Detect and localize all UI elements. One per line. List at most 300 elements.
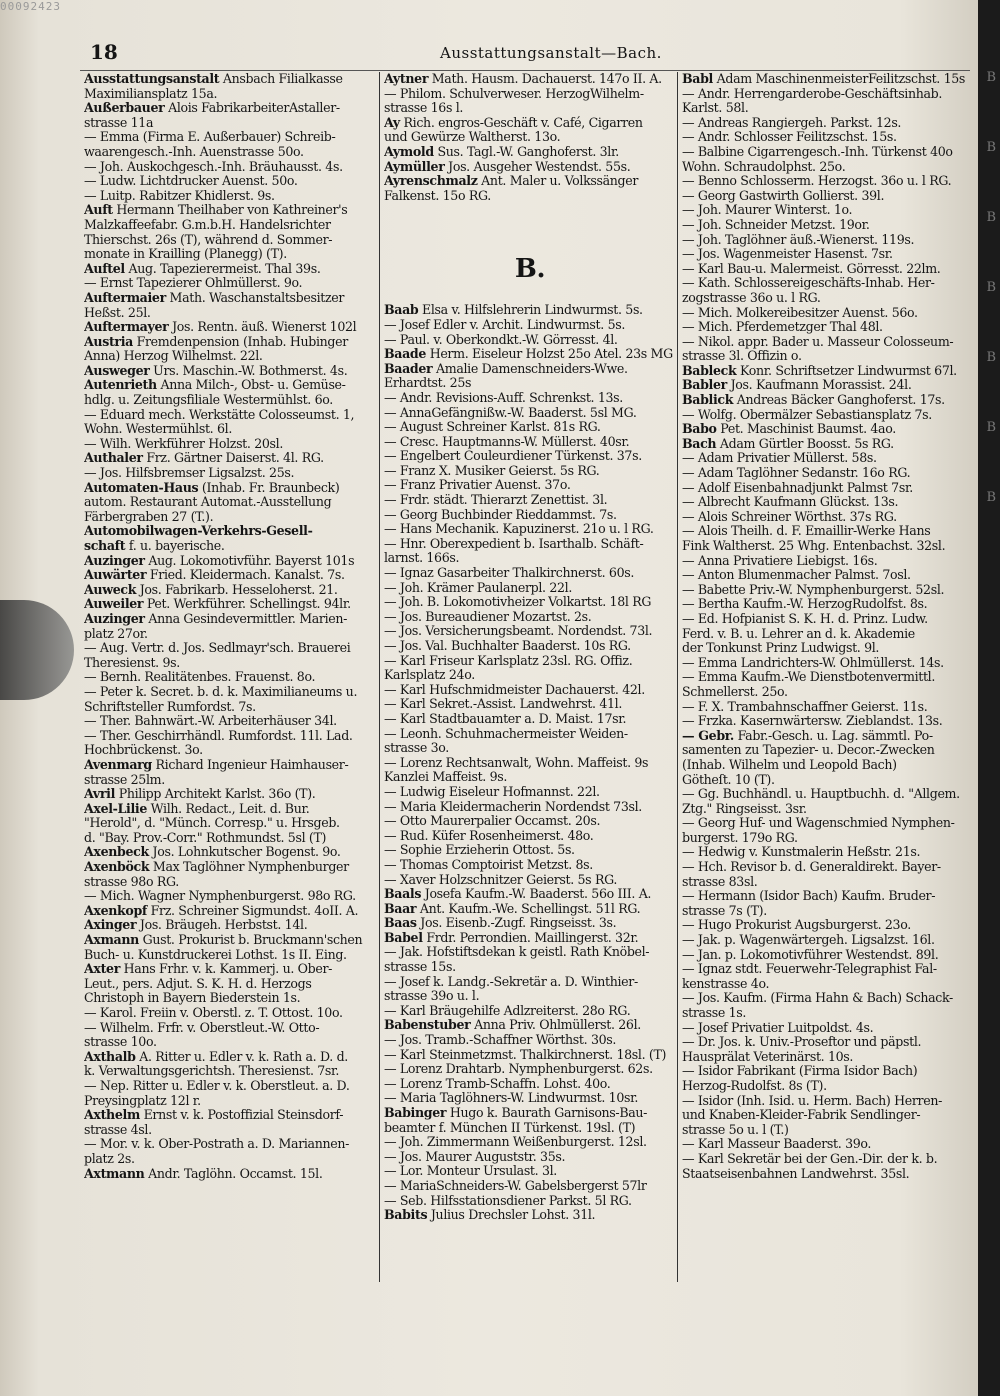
directory-line	[384, 1062, 676, 1077]
directory-line	[384, 347, 676, 362]
entry-text: — Xaver Holzschnitzer Geierst. 5s RG.	[384, 872, 617, 887]
directory-line	[84, 203, 376, 218]
entry-text: Aug. Lokomotivführ. Bayerst 101s	[144, 553, 355, 568]
entry-text: — Otto Maurerpalier Occamst. 20s.	[384, 814, 601, 829]
directory-line	[384, 522, 676, 537]
entry-text: Anna) Herzog Wilhelmst. 22l.	[84, 349, 263, 364]
entry-surname: Automaten-Haus	[84, 480, 199, 495]
entry-text: beamter f. München II Türkenst. 19sl. (T)	[384, 1120, 636, 1135]
directory-line	[384, 551, 676, 566]
entry-text: Amalie Damenschneiders-Wwe.	[432, 361, 628, 376]
entry-text: Konr. Schriftsetzer Lindwurmst 67l.	[736, 363, 957, 378]
entry-text: — Ludw. Lichtdrucker Auenst. 50o.	[84, 174, 298, 189]
entry-text: Karlst. 58l.	[682, 101, 749, 116]
entry-text: — Jos. Hilfsbremser Ligsalzst. 25s.	[84, 466, 295, 481]
directory-line	[84, 116, 376, 131]
entry-text: der Tonkunst Prinz Ludwigst. 9l.	[682, 641, 880, 656]
directory-line	[84, 481, 376, 496]
directory-line	[84, 641, 376, 656]
entry-text: — Nikol. appr. Bader u. Masseur Colosseum-	[682, 334, 954, 349]
directory-line	[682, 291, 972, 306]
directory-line	[682, 627, 972, 642]
directory-line	[84, 1021, 376, 1036]
directory-line	[682, 130, 972, 145]
entry-text: — Anna Privatiere Liebigst. 16s.	[682, 553, 878, 568]
entry-text: Hugo k. Baurath Garnisons-Bau-	[446, 1106, 648, 1120]
entry-text: — Frdr. städt. Thierarzt Zenettist. 3l.	[384, 493, 608, 508]
entry-text: Schmellerst. 25o.	[682, 684, 788, 699]
directory-line	[84, 714, 376, 729]
directory-line	[682, 262, 972, 277]
entry-text: — Jos. Wagenmeister Hasenst. 7sr.	[682, 247, 893, 262]
entry-text: strasse 25lm.	[84, 772, 165, 787]
entry-text: A. Ritter u. Edler v. k. Rath a. D. d.	[135, 1049, 348, 1064]
directory-line	[384, 683, 676, 698]
entry-text: — Alois Schreiner Wörthst. 37s RG.	[682, 509, 897, 524]
directory-line	[84, 160, 376, 175]
directory-line	[682, 422, 972, 437]
entry-text: Preysingplatz 12l r.	[84, 1093, 201, 1108]
entry-surname: Avenmarg	[84, 757, 152, 772]
entry-text: — Rud. Küfer Rosenheimerst. 48o.	[384, 828, 594, 843]
edge-index-letter: B	[986, 350, 996, 365]
entry-text: strasse 11a	[84, 115, 154, 130]
entry-text: Julius Drechsler Lohst. 31l.	[427, 1208, 596, 1223]
directory-line	[682, 656, 972, 671]
directory-line	[84, 1035, 376, 1050]
entry-text: — Benno Schlosserm. Herzogst. 36o u. l RG.	[682, 174, 952, 189]
entry-text: — Emma Kaufm.-We Dienstbotenvermittl.	[682, 670, 936, 685]
entry-surname: Babits	[384, 1208, 428, 1223]
directory-line	[84, 933, 376, 948]
directory-line	[384, 303, 676, 318]
entry-text: strasse 3l. Offizin o.	[682, 349, 802, 364]
entry-text: — Ther. Geschirrhändl. Rumfordst. 11l. Lad.	[84, 728, 353, 743]
directory-line	[84, 845, 376, 860]
directory-line	[682, 948, 972, 963]
entry-surname: Babenstuber	[384, 1018, 471, 1033]
directory-line	[682, 743, 972, 758]
directory-line	[384, 566, 676, 581]
entry-text: Falkenst. 15o RG.	[384, 188, 491, 203]
directory-line	[84, 1094, 376, 1109]
entry-surname: Babo	[682, 422, 717, 437]
entry-surname: Aymüller	[384, 159, 445, 174]
entry-surname: Babinger	[384, 1106, 447, 1120]
directory-line	[84, 889, 376, 904]
directory-line	[682, 568, 972, 583]
directory-line	[682, 933, 972, 948]
directory-line	[682, 597, 972, 612]
entry-text: — Ignaz Gasarbeiter Thalkirchnerst. 60s.	[384, 566, 635, 581]
directory-line	[384, 654, 676, 669]
entry-text: — Georg Gastwirth Gollierst. 39l.	[682, 188, 885, 203]
directory-line	[384, 610, 676, 625]
directory-line	[384, 814, 676, 829]
directory-line	[682, 685, 972, 700]
entry-text: — Karl Bau-u. Malermeist. Görresst. 22lm.	[682, 261, 941, 276]
directory-line	[384, 829, 676, 844]
directory-line	[84, 758, 376, 773]
directory-line	[682, 320, 972, 335]
entry-text: — Andr. Revisions-Auff. Schrenkst. 13s.	[384, 390, 623, 405]
entry-surname: Baas	[384, 916, 417, 931]
entry-text: Wohn. Schraudolphst. 25o.	[682, 159, 846, 174]
directory-line	[384, 508, 676, 523]
entry-text: Josefa Kaufm.-W. Baaderst. 56o III. A.	[421, 887, 652, 902]
entry-surname: — Gebr.	[682, 728, 734, 743]
directory-line	[384, 916, 676, 931]
entry-text: Maximiliansplatz 15a.	[84, 86, 218, 101]
entry-text: — Emma Landrichters-W. Ohlmüllerst. 14s.	[682, 655, 944, 670]
entry-text: samenten zu Tapezier- u. Decor.-Zwecken	[682, 743, 935, 758]
entry-text: Andreas Bäcker Ganghoferst. 17s.	[733, 393, 945, 408]
entry-text: — Karl Hufschmidmeister Dachauerst. 42l.	[384, 682, 645, 697]
directory-line	[84, 466, 376, 481]
entry-text: — Babette Priv.-W. Nymphenburgerst. 52sl.	[682, 582, 945, 597]
directory-line	[682, 554, 972, 569]
directory-line	[384, 595, 676, 610]
entry-text: — Jos. Versicherungsbeamt. Nordendst. 73l.	[384, 624, 653, 639]
entry-text: — Georg Huf- und Wagenschmied Nymphen-	[682, 816, 955, 831]
directory-line	[84, 831, 376, 846]
entry-text: platz 2s.	[84, 1151, 135, 1166]
entry-text: strasse 10o.	[84, 1035, 157, 1050]
entry-text: — Josef Privatier Luitpoldst. 4s.	[682, 1020, 874, 1035]
directory-line	[84, 627, 376, 642]
directory-line	[384, 116, 676, 131]
directory-line	[84, 276, 376, 291]
entry-text: — Lor. Monteur Ursulast. 3l.	[384, 1164, 557, 1179]
directory-line	[384, 1135, 676, 1150]
directory-line	[682, 524, 972, 539]
entry-text: f. u. bayerische.	[125, 539, 225, 553]
page-edge	[978, 0, 1000, 1396]
directory-line	[682, 845, 972, 860]
directory-line	[84, 816, 376, 831]
entry-text: Wohn. Westermühlst. 6l.	[84, 422, 232, 437]
entry-text: Jos. Rentn. äuß. Wienerst 102l	[168, 320, 357, 335]
directory-line	[384, 931, 676, 946]
entry-text: — Kath. Schlossereigeschäfts-Inhab. Her-	[682, 276, 935, 291]
directory-line	[682, 437, 972, 452]
directory-line	[384, 493, 676, 508]
directory-line	[682, 189, 972, 204]
entry-surname: Ayrenschmalz	[384, 174, 478, 189]
directory-line	[384, 1048, 676, 1063]
edge-index-letter: B	[986, 490, 996, 505]
directory-line	[84, 977, 376, 992]
entry-surname: Baab	[384, 303, 419, 318]
directory-line	[682, 816, 972, 831]
entry-text: Götheſt. 10 (T).	[682, 772, 775, 787]
section-heading: B.	[514, 254, 546, 285]
directory-line	[682, 1006, 972, 1021]
edge-index-letter: B	[986, 70, 996, 85]
entry-text: — Adolf Eisenbahnadjunkt Palmst 7sr.	[682, 480, 913, 495]
entry-text: — Frzka. Kasernwärtersw. Zieblandst. 13s.	[682, 714, 943, 729]
directory-line	[84, 174, 376, 189]
entry-text: — Luitp. Rabitzer Khidlerst. 9s.	[84, 188, 275, 203]
directory-line	[84, 539, 376, 554]
entry-surname: Außerbauer	[84, 101, 165, 116]
entry-text: — Philom. Schulverweser. HerzogWilhelm-	[384, 86, 644, 101]
entry-surname: Aymold	[384, 144, 434, 159]
directory-line	[384, 858, 676, 873]
directory-line	[384, 785, 676, 800]
entry-text: — Josef Edler v. Archit. Lindwurmst. 5s.	[384, 317, 625, 332]
directory-line	[84, 743, 376, 758]
entry-text: Hans Frhr. v. k. Kammerj. u. Ober-	[120, 962, 333, 977]
entry-text: Elsa v. Hilfslehrerin Lindwurmst. 5s.	[418, 303, 643, 318]
directory-line	[384, 873, 676, 888]
entry-text: — Andr. Herrengarderobe-Geschäftsinhab.	[682, 86, 943, 101]
directory-line	[682, 408, 972, 423]
entry-text: Aug. Tapezierermeist. Thal 39s.	[124, 261, 321, 276]
directory-line	[384, 1208, 676, 1223]
entry-text: — Sophie Erzieherin Ottost. 5s.	[384, 843, 575, 858]
directory-line	[384, 362, 676, 377]
entry-text: Jos. Lohnkutscher Bogenst. 9o.	[148, 845, 341, 860]
directory-line	[384, 668, 676, 683]
edge-index-letter: B	[986, 140, 996, 155]
entry-surname: Bablick	[682, 393, 734, 408]
directory-line	[682, 203, 972, 218]
directory-line	[682, 787, 972, 802]
directory-line	[682, 962, 972, 977]
directory-line	[682, 991, 972, 1006]
directory-line	[682, 72, 972, 87]
entry-text: Heßst. 25l.	[84, 305, 151, 320]
entry-surname: Axthelm	[84, 1108, 140, 1123]
directory-line	[682, 1167, 972, 1182]
directory-line	[84, 904, 376, 919]
entry-text: — Maria Taglöhners-W. Lindwurmst. 10sr.	[384, 1091, 639, 1106]
directory-line	[682, 860, 972, 875]
edge-index-letter: B	[986, 280, 996, 295]
entry-text: Frdr. Perrondien. Maillingerst. 32r.	[422, 930, 639, 945]
directory-line	[384, 160, 676, 175]
entry-text: — Hnr. Oberexpedient b. Isarthalb. Schäft-	[384, 536, 644, 551]
entry-text: — Joh. Auskochgesch.-Inh. Bräuhausst. 4s.	[84, 159, 343, 174]
directory-line	[84, 1152, 376, 1167]
entry-text: Alois FabrikarbeiterAstaller-	[164, 101, 340, 116]
directory-line	[384, 697, 676, 712]
directory-line	[84, 875, 376, 890]
directory-line	[682, 481, 972, 496]
directory-line	[84, 422, 376, 437]
entry-text: "Herold", d. "Münch. Corresp." u. Hrsgeb.	[84, 816, 340, 831]
entry-text: Ernst v. k. Postoffizial Steinsdorf-	[139, 1108, 344, 1123]
directory-line	[84, 1123, 376, 1138]
entry-text: Gust. Prokurist b. Bruckmann'schen	[138, 933, 363, 948]
directory-line	[384, 800, 676, 815]
entry-surname: Aytner	[384, 72, 429, 86]
entry-surname: Babel	[384, 930, 423, 945]
entry-text: Anna Milch-, Obst- u. Gemüse-	[156, 378, 346, 393]
entry-text: — Jos. Tramb.-Schaffner Wörthst. 30s.	[384, 1033, 617, 1048]
header-rule	[80, 70, 970, 71]
entry-text: strasse 39o u. l.	[384, 989, 480, 1004]
entry-text: Pet. Maschinist Baumst. 4ao.	[716, 422, 896, 437]
directory-line	[84, 72, 376, 87]
entry-text: Wilh. Redact., Leit. d. Bur.	[147, 801, 310, 816]
entry-surname: Babler	[682, 378, 727, 393]
directory-line	[84, 510, 376, 525]
directory-line	[384, 318, 676, 333]
directory-line	[84, 554, 376, 569]
entry-text: — Jos. Bureaudiener Mozartst. 2s.	[384, 609, 592, 624]
entry-surname: Baals	[384, 887, 422, 902]
entry-text: Leut., pers. Adjut. S. K. H. d. Herzogs	[84, 976, 312, 991]
entry-text: hdlg. u. Zeitungsfiliale Westermühlst. 6o.	[84, 393, 333, 408]
directory-line	[384, 1150, 676, 1165]
directory-line	[384, 391, 676, 406]
directory-line	[682, 466, 972, 481]
entry-text: Buch- u. Kunstdruckerei Lothst. 1s II. Eing.	[84, 947, 347, 962]
entry-text: — Mich. Molkereibesitzer Auenst. 56o.	[682, 305, 918, 320]
column-3	[682, 72, 972, 1181]
entry-text: Richard Ingenieur Haimhauser-	[151, 757, 349, 772]
directory-line	[84, 700, 376, 715]
entry-text: — Hch. Revisor b. d. Generaldirekt. Bayer-	[682, 860, 941, 875]
directory-line	[84, 568, 376, 583]
directory-line	[84, 597, 376, 612]
entry-text: — Andr. Schlosser Feilitzschst. 15s.	[682, 130, 897, 145]
entry-text: autom. Restaurant Automat.-Ausstellung	[84, 495, 332, 510]
entry-text: Ant. Maler u. Volkssänger	[477, 174, 638, 189]
directory-line	[682, 583, 972, 598]
entry-text: — AnnaGefängnißw.-W. Baaderst. 5sl MG.	[384, 405, 637, 420]
entry-text: Jos. Eisenb.-Zugf. Ringseisst. 3s.	[416, 916, 617, 931]
directory-line	[84, 1108, 376, 1123]
directory-line	[384, 174, 676, 189]
directory-line	[84, 773, 376, 788]
directory-line	[682, 87, 972, 102]
entry-text: Thierschst. 26s (T), während d. Sommer-	[84, 232, 333, 247]
directory-line	[682, 729, 972, 744]
entry-text: strasse 16s l.	[384, 101, 464, 116]
directory-line	[84, 670, 376, 685]
directory-line	[84, 1064, 376, 1079]
directory-line	[682, 218, 972, 233]
entry-text: — Mich. Pferdemetzger Thal 48l.	[682, 320, 883, 335]
entry-surname: schaft	[84, 539, 126, 553]
directory-line	[84, 306, 376, 321]
entry-text: — Karl Masseur Baaderst. 39o.	[682, 1137, 872, 1152]
entry-text: — Cresc. Hauptmanns-W. Müllerst. 40sr.	[384, 434, 630, 449]
entry-text: Malzkaffeefabr. G.m.b.H. Handelsrichter	[84, 217, 331, 232]
directory-line	[384, 87, 676, 102]
directory-line	[84, 991, 376, 1006]
entry-text: Frz. Schreiner Sigmundst. 4oII. A.	[147, 903, 359, 918]
entry-text: Staatseisenbahnen Landwehrst. 35sl.	[682, 1166, 910, 1181]
directory-line	[682, 349, 972, 364]
directory-line	[384, 464, 676, 479]
entry-text: — Ther. Bahnwärt.-W. Arbeiterhäuser 34l.	[84, 714, 337, 729]
entry-surname: Axenbeck	[84, 845, 149, 860]
directory-line	[682, 393, 972, 408]
entry-text: — Isidor (Inh. Isid. u. Herm. Bach) Herren-	[682, 1093, 942, 1108]
entry-text: — Karl Bräugehilfe Adlzreiterst. 28o RG.	[384, 1003, 631, 1018]
entry-text: — August Schreiner Karlst. 81s RG.	[384, 420, 601, 435]
directory-line	[84, 130, 376, 145]
directory-line	[682, 714, 972, 729]
entry-surname: Auftermaier	[84, 290, 166, 305]
entry-text: d. "Bay. Prov.-Corr." Rothmundst. 5sl (T)	[84, 830, 327, 845]
entry-text: Urs. Maschin.-W. Bothmerst. 4s.	[149, 363, 348, 378]
directory-line	[682, 1064, 972, 1079]
directory-line	[84, 335, 376, 350]
entry-surname: Baade	[384, 347, 427, 362]
directory-line	[84, 320, 376, 335]
entry-text: Jos. Kaufmann Morassist. 24l.	[726, 378, 912, 393]
directory-line	[84, 685, 376, 700]
directory-line	[384, 1091, 676, 1106]
directory-line	[84, 378, 376, 393]
directory-line	[84, 524, 376, 539]
entry-text: — Mich. Wagner Nymphenburgerst. 98o RG.	[84, 889, 356, 904]
entry-text: — Franz X. Musiker Geierst. 5s RG.	[384, 463, 600, 478]
directory-line	[384, 72, 676, 87]
entry-text: — Lorenz Rechtsanwalt, Wohn. Maffeist. 9s	[384, 755, 649, 770]
entry-text: — Adam Taglöhner Sedanstr. 16o RG.	[682, 466, 911, 481]
entry-text: — Wilhelm. Frfr. v. Oberstleut.-W. Otto-	[84, 1020, 320, 1035]
directory-line	[84, 729, 376, 744]
directory-line	[84, 787, 376, 802]
directory-line	[384, 887, 676, 902]
entry-text: — Ignaz stdt. Feuerwehr-Telegraphist Fal-	[682, 962, 937, 977]
entry-text: Theresienst. 9s.	[84, 655, 180, 670]
entry-text: — Karl Friseur Karlsplatz 23sl. RG. Offiz.	[384, 653, 633, 668]
directory-line	[84, 612, 376, 627]
entry-text: — Joh. Krämer Paulanerpl. 22l.	[384, 580, 572, 595]
directory-line	[384, 741, 676, 756]
entry-text: kenstrasse 4o.	[682, 976, 770, 991]
entry-text: Färbergraben 27 (T.).	[84, 509, 214, 524]
entry-surname: Axel-Lilie	[84, 801, 148, 816]
directory-line	[84, 247, 376, 262]
entry-surname: Austria	[84, 334, 133, 349]
entry-surname: Auftermayer	[84, 320, 169, 335]
directory-line	[384, 333, 676, 348]
entry-surname: Ausstattungsanstalt	[84, 72, 220, 86]
directory-line	[682, 700, 972, 715]
entry-text: — Alois Theilh. d. F. Emaillir-Werke Hans	[682, 524, 931, 539]
directory-line	[84, 802, 376, 817]
column-2	[384, 72, 676, 1223]
directory-line	[384, 1018, 676, 1033]
entry-text: — Lorenz Tramb-Schaffn. Lohst. 40o.	[384, 1076, 611, 1091]
directory-line	[384, 537, 676, 552]
entry-text: — Hans Mechanik. Kapuzinerst. 21o u. l RG.	[384, 522, 654, 537]
entry-text: — Jak. p. Wagenwärtergeh. Ligsalzst. 16l.	[682, 933, 935, 948]
entry-text: — Jos. Maurer Auguststr. 35s.	[384, 1149, 566, 1164]
entry-text: strasse 83sl.	[682, 874, 758, 889]
entry-surname: Axinger	[84, 918, 137, 933]
entry-text: — Anton Blumenmacher Palmst. 7osl.	[682, 568, 911, 583]
directory-line	[682, 495, 972, 510]
entry-text: — Josef k. Landg.-Sekretär a. D. Winthier-	[384, 974, 638, 989]
directory-line	[384, 145, 676, 160]
page-header	[84, 40, 964, 66]
entry-text: — Franz Privatier Auenst. 37o.	[384, 478, 571, 493]
entry-surname: Axenböck	[84, 860, 150, 875]
directory-line	[682, 831, 972, 846]
entry-text: Anna Gesindevermittler. Marien-	[144, 611, 348, 626]
entry-surname: Axthalb	[84, 1049, 136, 1064]
directory-line	[384, 1179, 676, 1194]
